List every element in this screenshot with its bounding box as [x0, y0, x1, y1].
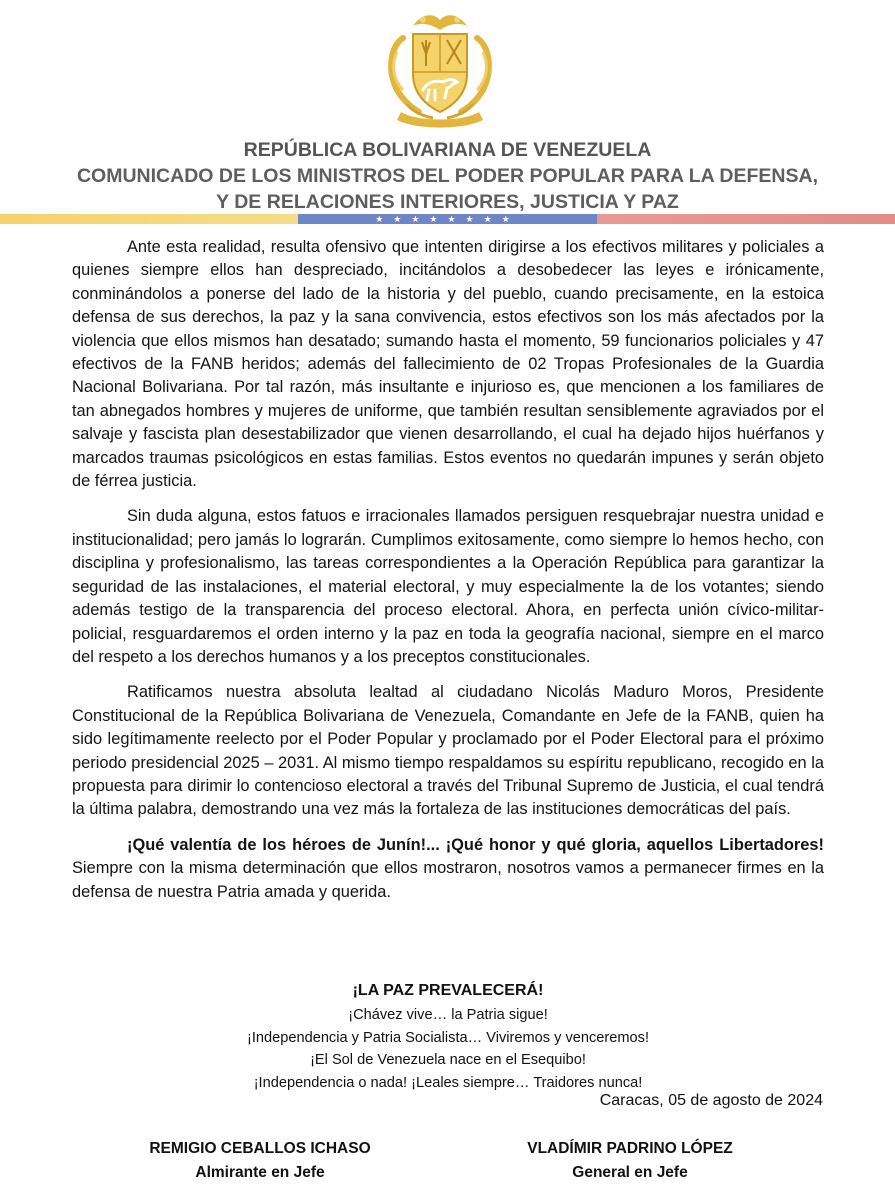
slogan-line: ¡Independencia y Patria Socialista… Viviremos y venceremos!	[246, 1029, 650, 1046]
signature-block-left	[130, 1137, 390, 1185]
coat-of-arms-icon	[383, 8, 497, 130]
header-country: REPÚBLICA BOLIVARIANA DE VENEZUELA	[243, 139, 652, 161]
letterhead	[0, 137, 895, 215]
paragraph-3: Ratificamos nuestra absoluta lealtad al ciudadano Nicolás Maduro Moros, Presidente Constitucional de la República Bolivariana de Venezuela, Comandante en Jefe de la FANB, quien ha sido legítimamente reelecto por el Poder Popular y proclamado por el Poder Electoral para el próximo periodo presidencial 2025 – 2031. Al mismo tiempo respaldamos su espíritu republicano, recogido en la propuesta para dirimir lo contencioso electoral a través del Tribunal Supremo de Justicia, el cual tendrá la última palabra, demostrando una vez más la fortaleza de las instituciones democráticas del país.	[72, 683, 824, 819]
slogan-line: ¡Independencia o nada! ¡Leales siempre… Traidores nunca!	[253, 1074, 643, 1091]
flag-band	[0, 214, 895, 224]
flag-band-blue	[298, 214, 596, 224]
slogan-line: ¡El Sol de Venezuela nace en el Esequibo!	[310, 1052, 586, 1069]
signer-rank: Almirante en Jefe	[195, 1164, 325, 1181]
signer-rank: General en Jefe	[572, 1164, 688, 1181]
header-title-line-2: Y DE RELACIONES INTERIORES, JUSTICIA Y PAZ	[216, 191, 679, 213]
paragraph-2: Sin duda alguna, estos fatuos e irracionales llamados persiguen resquebrajar nuestra unidad e institucionalidad; pero jamás lo lograrán. Cumplimos exitosamente, como siempre lo hemos hecho, con disciplina y profesionalismo, las tareas correspondientes a la Operación República para garantizar la seguridad de las instalaciones, el material electoral, y muy especialmente la de los votantes; siendo además testigo de la transparencia del proceso electoral. Ahora, en perfecta unión cívico-militar-policial, resguardaremos el orden interno y la paz en toda la geografía nacional, siempre en el marco del respeto a los derechos humanos y a los preceptos constitucionales.	[72, 507, 824, 666]
closing-slogans	[72, 980, 824, 1094]
signature-block-right	[480, 1137, 780, 1185]
slogan-line: ¡Chávez vive… la Patria sigue!	[348, 1007, 548, 1023]
exclamation-rest: Siempre con la misma determinación que ellos mostraron, nosotros vamos a permanecer firmes en la defensa de nuestra Patria amada y querida.	[72, 859, 824, 901]
header-title-line-1: COMUNICADO DE LOS MINISTROS DEL PODER POPULAR PARA LA DEFENSA,	[76, 165, 819, 187]
flag-band-red	[597, 214, 895, 224]
communique-body	[72, 236, 824, 916]
signer-name: VLADÍMIR PADRINO LÓPEZ	[527, 1140, 733, 1157]
signer-name: REMIGIO CEBALLOS ICHASO	[149, 1140, 371, 1157]
flag-band-yellow	[0, 214, 298, 224]
place-date: Caracas, 05 de agosto de 2024	[599, 1092, 823, 1109]
paragraph-4	[72, 834, 824, 904]
paragraph-1: Ante esta realidad, resulta ofensivo que intenten dirigirse a los efectivos militares y policiales a quienes siempre ellos han despreciado, incitándolos a desobedecer las leyes e irónicamente, conminándolos a ponerse del lado de la historia y del pueblo, cuando precisamente, en la estoica defensa de sus derechos, la paz y la sana convivencia, estos efectivos son los más afectados por la violencia que ellos mismos han desatado; sumando hasta el momento, 59 funcionarios policiales y 47 efectivos de la FANB heridos; además del fallecimiento de 02 Tropas Profesionales de la Guardia Nacional Bolivariana. Por tal razón, más insultante e injurioso es, que mencionen a los familiares de tan abnegados hombres y mujeres de uniforme, que también resultan sensiblemente agraviados por el salvaje y fascista plan desestabilizador que vienen desarrollando, el cual ha dejado hijos huérfanos y marcados traumas psicológicos en estas familias. Estos eventos no quedarán impunes y serán objeto de férrea justicia.	[72, 238, 824, 491]
closing-motto: ¡LA PAZ PREVALECERÁ!	[352, 982, 544, 999]
star-icon: ★★★★★★★★	[375, 214, 520, 224]
exclamation-bold: ¡Qué valentía de los héroes de Junín!... ¡Qué honor y qué gloria, aquellos Libertadores!	[127, 835, 824, 854]
